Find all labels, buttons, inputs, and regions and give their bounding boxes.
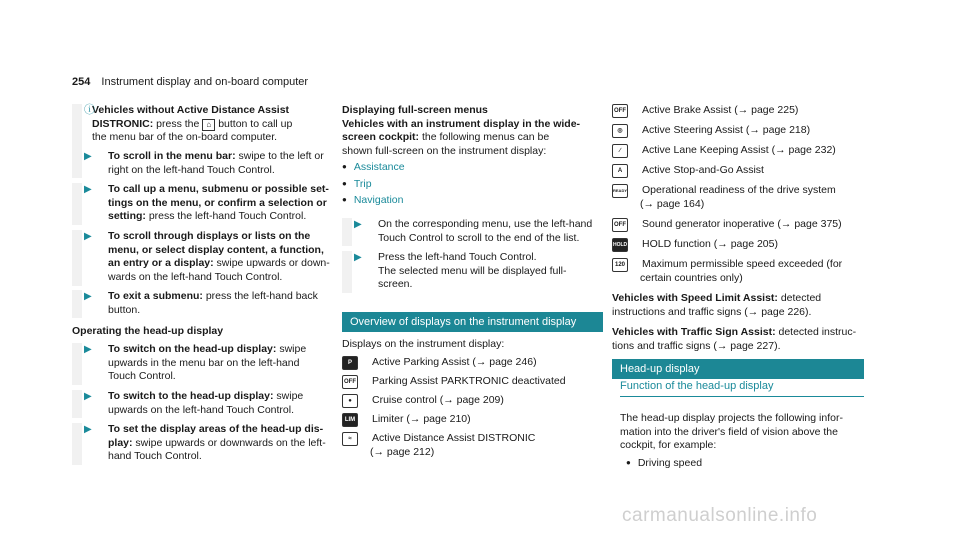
bullet-icon: ● (342, 178, 347, 188)
list-item (342, 177, 607, 192)
brake-assist-off-icon: OFF (612, 104, 628, 118)
list-item: OFF Parking Assist PARKTRONIC deactivated (344, 374, 566, 387)
note-block: ⓘ Vehicles without Active Distance Assist DISTRONIC: press the ⌂ button to call up the menu bar of the on-board computer. (72, 104, 332, 156)
ready-icon: READY (612, 184, 628, 198)
list-item: ≈ Active Distance Assist DISTRONIC (342, 432, 607, 446)
step-arrow-icon: ▶ (84, 344, 92, 355)
list-item (342, 160, 607, 175)
step-arrow-icon: ▶ (84, 391, 92, 402)
list-item: ● Driving speed (626, 456, 703, 469)
list-item: LIM Limiter (→ page 210) (342, 413, 607, 427)
link-assistance[interactable]: Assistance (353, 161, 405, 173)
list-item: ● Cruise control (→ page 209) (342, 394, 607, 408)
info-icon: ⓘ (84, 104, 95, 116)
hold-icon: HOLD (612, 238, 628, 252)
hud-description: The head-up display projects the following infor- mation into the driver's field of vision above the cockpit, for example: ● Driving speed (620, 412, 882, 470)
step-press-touch-control: ▶ Press the left-hand Touch Control. The selected menu will be displayed full- screen. (342, 251, 607, 293)
list-item: ◎ Active Steering Assist (→ page 218) (612, 124, 880, 138)
step-set-hud-areas: ▶ To set the display areas of the head-up dis- play: swipe upwards or downwards on the left- hand Touch Control. (72, 423, 332, 465)
hud-subbanner: Function of the head-up display (620, 380, 864, 397)
step-exit-submenu: ▶ To exit a submenu: press the left-hand back button. (72, 290, 332, 318)
list-item: ∕ Active Lane Keeping Assist (→ page 232) (612, 144, 880, 158)
speed-limit-icon: 120 (612, 258, 628, 272)
bullet-icon: ● (342, 195, 347, 204)
limiter-icon: LIM (342, 413, 358, 427)
list-item: READY Operational readiness of the drive system (613, 184, 836, 196)
section-subheading: Operating the head-up display (72, 325, 224, 337)
step-arrow-icon: ▶ (84, 424, 92, 435)
step-switch-to-hud: ▶ To switch to the head-up display: swipe upwards on the left-hand Touch Control. (72, 390, 332, 418)
page-header-title: Instrument display and on-board computer (101, 76, 309, 88)
bullet-icon: ● (626, 457, 631, 467)
parking-assist-icon: P (342, 356, 358, 370)
step-arrow-icon: ▶ (84, 151, 92, 162)
hud-banner: Head-up display (612, 359, 864, 379)
cruise-control-icon: ● (342, 394, 358, 408)
bullet-icon: ● (342, 162, 347, 171)
list-item (342, 193, 607, 208)
steering-assist-icon: ◎ (612, 124, 628, 138)
list-item: HOLD HOLD function (→ page 205) (613, 237, 778, 250)
parktronic-off-icon: OFF (342, 375, 358, 389)
list-item: P Active Parking Assist (→ page 246) (342, 356, 607, 370)
lane-keeping-icon: ∕ (612, 144, 628, 158)
step-arrow-icon: ▶ (354, 252, 362, 263)
link-trip[interactable]: Trip (353, 177, 372, 190)
note-title: Vehicles without Active Distance Assist (92, 104, 290, 116)
section-heading: Displaying full-screen menus (342, 104, 488, 116)
speed-limit-assist-note: Vehicles with Speed Limit Assist: detected instructions and traffic signs (→ page 226). (612, 292, 822, 318)
list-item: OFF Sound generator inoperative (→ page 375) (614, 217, 842, 230)
list-item: A Active Stop-and-Go Assist (612, 164, 880, 178)
step-arrow-icon: ▶ (354, 219, 362, 230)
link-navigation[interactable]: Navigation (353, 194, 404, 206)
step-switch-on-hud: ▶ To switch on the head-up display: swipe upwards in the menu bar on the left-hand Touch Control. (72, 343, 332, 385)
step-arrow-icon: ▶ (84, 184, 92, 195)
step-call-up-menu: ▶ To call up a menu, submenu or possible set- tings on the menu, or confirm a selection or setting: press the left-hand Touch Control. (72, 183, 332, 225)
right-displays-list: OFF Active Brake Assist (→ page 225) ◎ Active Steering Assist (→ page 218) ∕ Active Lane Keeping Assist (→ page 232) A Active Stop-and-Go Assist READY Operational readiness of the drive system (→ page 164) OFF Sound generator inoperative (→ page 375) HOLD HOLD function (→ page 205) 120 Maximum permissible speed exceeded (for certain countries only) Vehicles with Speed Limit Assist: detected instructions and traffic signs (→ page 226). Vehicles with Traffic Sign Assist: detected instruc- tions and traffic signs (→ page 227). (612, 104, 880, 353)
stop-and-go-icon: A (612, 164, 628, 178)
page-number: 254 (72, 76, 91, 88)
step-arrow-icon: ▶ (84, 231, 92, 242)
displays-list: Displays on the instrument display: P Active Parking Assist (→ page 246) OFF Parking Assist PARKTRONIC deactivated ● Cruise control (→ page 209) LIM Limiter (→ page 210) ≈ Active Distance Assist DISTRONIC (→ page 212) (342, 338, 607, 459)
step-scroll-end-list: ▶ On the corresponding menu, use the left-hand Touch Control to scroll to the end of the list. (342, 218, 607, 246)
traffic-sign-assist-note: Vehicles with Traffic Sign Assist: detected instruc- tions and traffic signs (→ page 227). (612, 326, 857, 352)
page-header (72, 76, 308, 90)
section-banner: Overview of displays on the instrument display (342, 312, 603, 332)
home-icon: ⌂ (202, 119, 215, 131)
sound-generator-off-icon: OFF (612, 218, 628, 232)
list-item: OFF Active Brake Assist (→ page 225) (614, 104, 799, 116)
watermark: carmanualsonline.info (622, 505, 818, 526)
step-scroll-menu-bar: ▶ To scroll in the menu bar: swipe to the left or right on the left-hand Touch Control. (72, 150, 332, 178)
step-scroll-displays: ▶ To scroll through displays or lists on the menu, or select display content, a function, an entry or a display: swipe upwards or down- wards on the left-hand Touch Control. (72, 230, 332, 286)
step-arrow-icon: ▶ (84, 291, 92, 302)
fullscreen-menus-section: Displaying full-screen menus Vehicles with an instrument display in the wide- screen cockpit: the following menus can be shown full-screen on the instrument display: ● Assistance ● Trip ● Navigation (342, 104, 607, 208)
list-item: 120 Maximum permissible speed exceeded (for (612, 258, 880, 272)
distronic-icon: ≈ (342, 432, 358, 446)
